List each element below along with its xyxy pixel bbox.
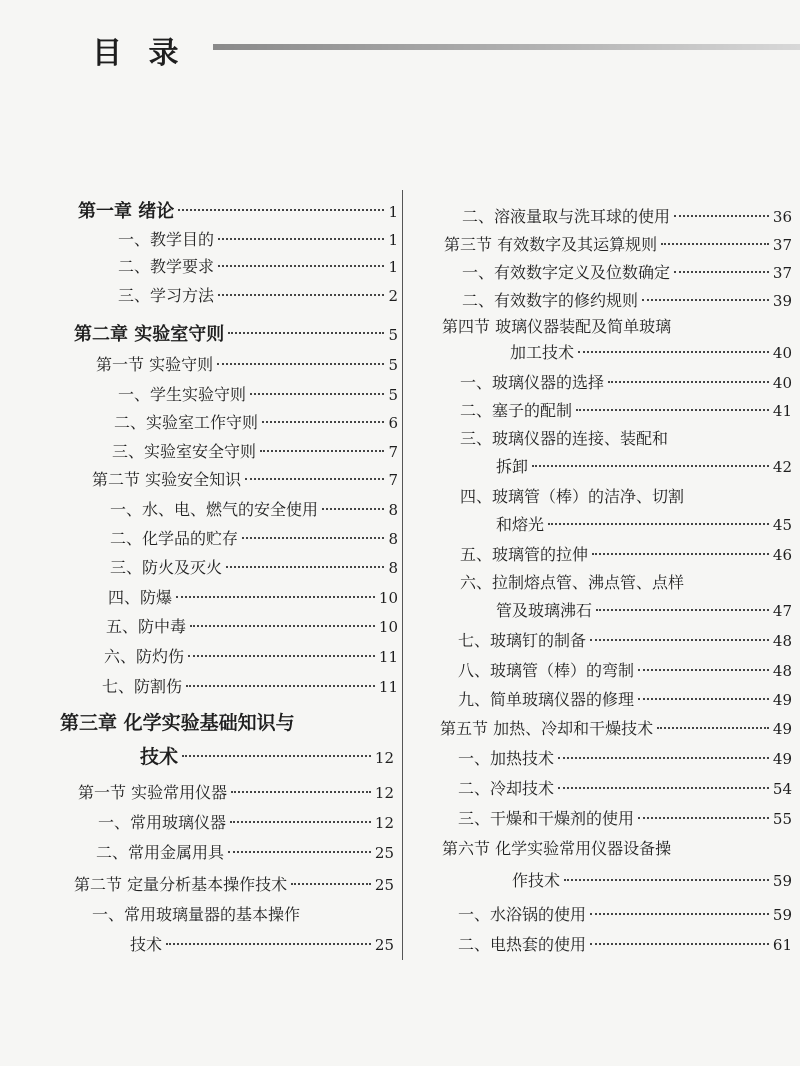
toc-entry-title: 第三节 有效数字及其运算规则 [444,235,658,254]
toc-item[interactable] [458,932,792,955]
toc-entry-title: 加工技术 [510,343,575,362]
toc-entry-title: 八、玻璃管（棒）的弯制 [458,661,635,680]
leader-dots [178,209,384,211]
toc-section[interactable] [440,716,792,739]
toc-entry-page: 1 [388,258,398,276]
leader-dots [558,787,769,789]
toc-entry-page: 8 [388,530,398,548]
leader-dots [228,332,384,334]
toc-entry-title: 二、溶液量取与洗耳球的使用 [462,207,671,226]
toc-entry-page: 49 [772,720,792,738]
leader-dots [182,755,371,757]
toc-section[interactable] [74,872,394,895]
leader-dots [532,465,769,467]
toc-item-capillary[interactable] [496,598,792,621]
toc-entry-title: 技术 [140,746,179,768]
toc-entry-page: 10 [378,589,398,607]
leader-dots [231,791,371,793]
leader-dots [548,523,769,525]
leader-dots [250,393,384,395]
toc-entry-page: 11 [378,648,398,666]
toc-item-line1[interactable]: 四、玻璃管（棒）的洁净、切割 [460,487,685,506]
toc-entry-page: 12 [374,814,394,832]
toc-item-line1[interactable]: 一、常用玻璃量器的基本操作 [92,905,301,924]
leader-dots [642,299,769,301]
toc-entry-title: 一、学生实验守则 [118,385,247,404]
leader-dots [262,421,384,423]
toc-entry-page: 47 [772,602,792,620]
toc-item[interactable] [110,497,398,520]
leader-dots [564,879,769,881]
toc-entry-title: 第二章 实验室守则 [74,324,225,345]
toc-entry-page: 61 [772,936,792,954]
toc-entry-page: 46 [772,546,792,564]
toc-item[interactable] [118,382,398,405]
leader-dots [322,508,384,510]
toc-chapter-3[interactable] [140,742,394,769]
toc-entry-title: 二、教学要求 [118,257,215,276]
toc-entry-title: 拆卸 [496,457,529,476]
toc-entry-title: 二、实验室工作守则 [114,413,259,432]
toc-entry-title: 二、塞子的配制 [460,401,573,420]
toc-item[interactable] [460,398,792,421]
toc-item[interactable] [110,555,398,578]
toc-entry-title: 九、简单玻璃仪器的修理 [458,690,635,709]
toc-item[interactable] [102,674,398,697]
toc-item[interactable] [108,585,398,608]
toc-item-line1[interactable]: 三、玻璃仪器的连接、装配和 [460,429,669,448]
toc-entry-page: 49 [772,691,792,709]
toc-entry-title: 和熔光 [496,515,545,534]
toc-section-4[interactable] [510,340,792,363]
toc-entry-page: 1 [388,231,398,249]
toc-entry-title: 二、化学品的贮存 [110,529,239,548]
toc-entry-title: 三、实验室安全守则 [112,442,257,461]
leader-dots [260,450,384,452]
leader-dots [218,238,384,240]
leader-dots [578,351,769,353]
toc-entry-title: 一、教学目的 [118,230,215,249]
leader-dots [228,851,371,853]
toc-entry-page: 10 [378,618,398,636]
toc-entry-page: 12 [374,784,394,802]
toc-entry-title: 五、防中毒 [106,617,187,636]
toc-item[interactable] [462,288,792,311]
toc-entry-page: 41 [772,402,792,420]
toc-entry-title: 一、常用玻璃仪器 [98,813,227,832]
toc-chapter[interactable] [78,197,398,223]
toc-entry-title: 第二节 实验安全知识 [92,470,242,489]
toc-item[interactable] [118,227,398,250]
toc-item-stretching[interactable] [460,542,792,565]
toc-entry-title: 七、防割伤 [102,677,183,696]
toc-entry-title: 第一节 实验常用仪器 [78,783,228,802]
leader-dots [590,943,769,945]
toc-item[interactable] [462,204,792,227]
toc-entry-page: 8 [388,559,398,577]
toc-item[interactable] [96,840,394,863]
leader-dots [590,913,769,915]
leader-dots [176,596,375,598]
toc-entry-page: 49 [772,750,792,768]
leader-dots [558,757,769,759]
toc-item[interactable] [458,687,792,710]
toc-entry-title: 第一节 实验守则 [96,355,214,374]
toc-entry-title: 二、常用金属用具 [96,843,225,862]
toc-section-6[interactable] [512,868,792,891]
toc-entry-page: 40 [772,344,792,362]
leader-dots [190,625,375,627]
toc-entry-page: 25 [374,844,394,862]
toc-entry-page: 37 [772,236,792,254]
toc-entry-page: 5 [388,356,398,374]
toc-entry-title: 五、玻璃管的拉伸 [460,545,589,564]
leader-dots [661,243,769,245]
leader-dots [674,271,769,273]
leader-dots [186,685,375,687]
toc-entry-title: 一、加热技术 [458,749,555,768]
toc-entry-title: 四、防爆 [108,588,173,607]
leader-dots [592,553,769,555]
toc-item-glassware-technique[interactable] [130,932,394,955]
toc-entry-page: 7 [388,471,398,489]
toc-entry-page: 8 [388,501,398,519]
toc-entry-title: 作技术 [512,871,561,890]
toc-item[interactable] [460,370,792,393]
toc-entry-page: 12 [374,749,394,767]
toc-entry-page: 6 [388,414,398,432]
leader-dots [590,639,769,641]
leader-dots [242,537,384,539]
leader-dots [608,381,769,383]
toc-entry-title: 六、防灼伤 [104,647,185,666]
leader-dots [638,669,769,671]
toc-item-line1[interactable]: 六、拉制熔点管、沸点管、点样 [460,573,685,592]
toc-section[interactable] [92,467,398,490]
toc-item-assembly[interactable] [496,454,792,477]
toc-entry-title: 二、冷却技术 [458,779,555,798]
toc-entry-page: 54 [772,780,792,798]
toc-entry-title: 七、玻璃钉的制备 [458,631,587,650]
toc-item-cleaning[interactable] [496,512,792,535]
leader-dots [218,265,384,267]
toc-entry-title: 管及玻璃沸石 [496,601,593,620]
toc-entry-page: 59 [772,872,792,890]
toc-entry-title: 三、防火及灭火 [110,558,223,577]
toc-item[interactable] [112,439,398,462]
toc-entry-page: 40 [772,374,792,392]
toc-entry-title: 三、学习方法 [118,286,215,305]
toc-item[interactable] [458,806,792,829]
toc-item[interactable] [458,746,792,769]
toc-item[interactable] [462,260,792,283]
toc-chapter[interactable] [74,320,398,346]
toc-entry-page: 39 [772,292,792,310]
toc-entry-page: 48 [772,662,792,680]
toc-entry-page: 42 [772,458,792,476]
toc-entry-title: 一、玻璃仪器的选择 [460,373,605,392]
toc-entry-title: 一、水、电、燃气的安全使用 [110,500,319,519]
toc-entry-page: 55 [772,810,792,828]
leader-dots [638,817,769,819]
toc-item[interactable] [458,902,792,925]
toc-section[interactable] [444,232,792,255]
toc-entry-page: 48 [772,632,792,650]
toc-section[interactable] [78,780,394,803]
toc-entry-title: 一、水浴锅的使用 [458,905,587,924]
toc-entry-page: 5 [388,386,398,404]
toc-entry-title: 第一章 绪论 [78,201,175,222]
toc-chapter-3-line1[interactable]: 第三章 化学实验基础知识与 [60,712,295,734]
leader-dots [230,821,371,823]
toc-item[interactable] [118,283,398,306]
leader-dots [596,609,769,611]
toc-item[interactable] [458,776,792,799]
leader-dots [226,566,384,568]
toc-entry-title: 二、电热套的使用 [458,935,587,954]
toc-section-4-line1[interactable]: 第四节 玻璃仪器装配及简单玻璃 [442,317,672,336]
toc-entry-page: 5 [388,326,398,344]
toc-entry-title: 三、干燥和干燥剂的使用 [458,809,635,828]
toc-item[interactable] [118,254,398,277]
toc-entry-page: 25 [374,876,394,894]
leader-dots [657,727,769,729]
toc-entry-page: 36 [772,208,792,226]
leader-dots [166,943,371,945]
toc-entry-title: 第五节 加热、冷却和干燥技术 [440,719,654,738]
toc-section-6-line1[interactable]: 第六节 化学实验常用仪器设备操 [442,839,672,858]
toc-item[interactable] [104,644,398,667]
toc-entry-page: 59 [772,906,792,924]
toc-entry-page: 7 [388,443,398,461]
toc-entry-title: 二、有效数字的修约规则 [462,291,639,310]
toc-item[interactable] [114,410,398,433]
toc-item[interactable] [106,614,398,637]
leader-dots [217,363,384,365]
toc-entry-page: 37 [772,264,792,282]
toc-entry-title: 技术 [130,935,163,954]
toc-item[interactable] [458,658,792,681]
toc-item[interactable] [458,628,792,651]
leader-dots [291,883,371,885]
toc-entry-page: 1 [388,203,398,221]
leader-dots [245,478,384,480]
toc-section[interactable] [96,352,398,375]
leader-dots [188,655,375,657]
leader-dots [674,215,769,217]
toc-entry-page: 2 [388,287,398,305]
leader-dots [576,409,769,411]
toc-item[interactable] [98,810,394,833]
toc-entry-page: 25 [374,936,394,954]
toc-entry-title: 一、有效数字定义及位数确定 [462,263,671,282]
toc-entry-page: 45 [772,516,792,534]
toc-item[interactable] [110,526,398,549]
toc-entry-page: 11 [378,678,398,696]
toc-entry-title: 第二节 定量分析基本操作技术 [74,875,288,894]
page-title: 目 录 [92,36,187,71]
leader-dots [218,294,384,296]
leader-dots [638,698,769,700]
